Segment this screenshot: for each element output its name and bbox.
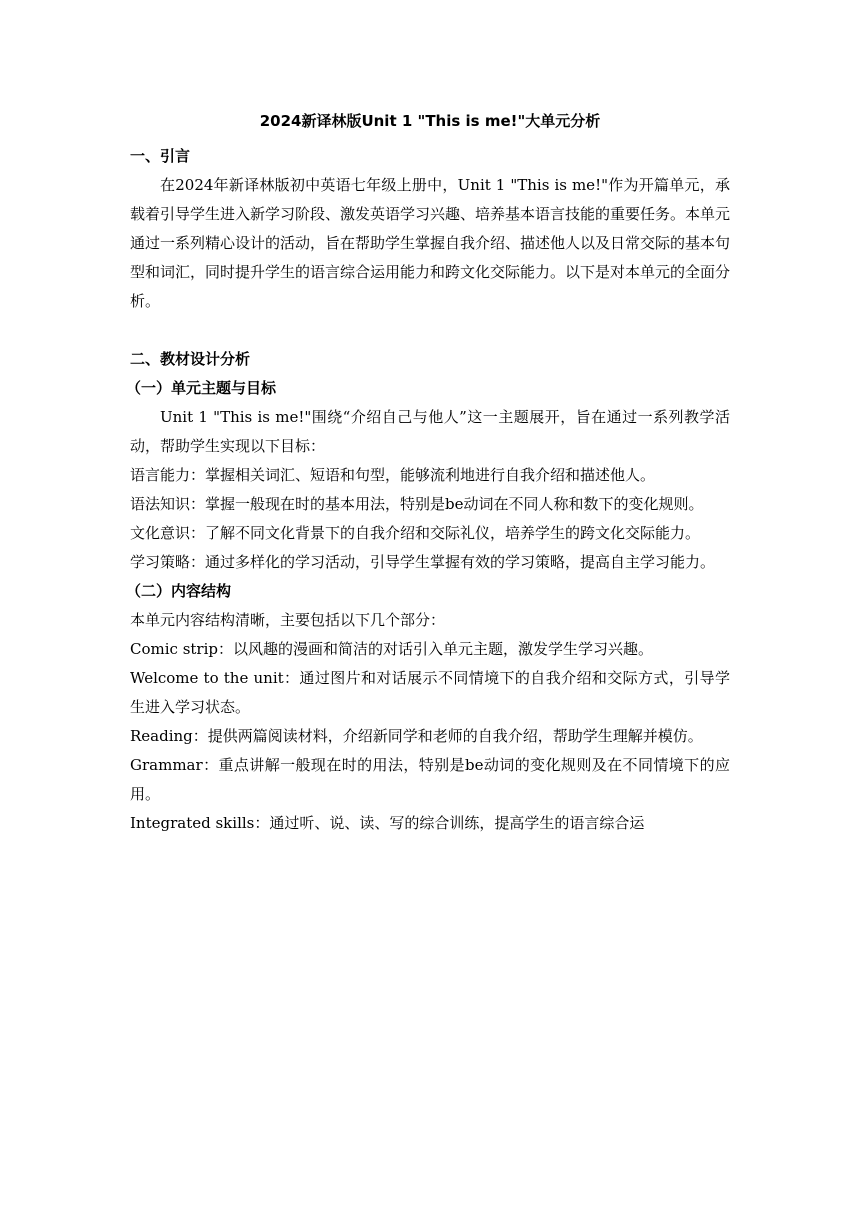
structure-intro: 本单元内容结构清晰，主要包括以下几个部分： bbox=[130, 611, 446, 629]
document-body bbox=[126, 142, 731, 838]
structure-item: Comic strip：以风趣的漫画和简洁的对话引入单元主题，激发学生学习兴趣。 bbox=[130, 640, 653, 658]
subsection-heading-content-structure: （二）内容结构 bbox=[126, 582, 232, 600]
goal-item: 文化意识：了解不同文化背景下的自我介绍和交际礼仪，培养学生的跨文化交际能力。 bbox=[130, 524, 701, 542]
structure-item: Integrated skills：通过听、说、读、写的综合训练，提高学生的语言综合运 bbox=[130, 814, 645, 832]
goal-item: 语言能力：掌握相关词汇、短语和句型，能够流利地进行自我介绍和描述他人。 bbox=[130, 466, 656, 484]
theme-paragraph: Unit 1 "This is me!"围绕“介绍自己与他人”这一主题展开，旨在通过一系列教学活动，帮助学生实现以下目标： bbox=[130, 408, 730, 455]
subsection-heading-theme-goals: （一）单元主题与目标 bbox=[126, 379, 277, 397]
paragraph-spacer bbox=[130, 316, 730, 345]
structure-item: Reading：提供两篇阅读材料，介绍新同学和老师的自我介绍，帮助学生理解并模仿。 bbox=[130, 727, 703, 745]
goal-item: 学习策略：通过多样化的学习活动，引导学生掌握有效的学习策略，提高自主学习能力。 bbox=[130, 553, 716, 571]
document-title: 2024新译林版Unit 1 "This is me!"大单元分析 bbox=[259, 112, 601, 130]
section-heading-introduction: 一、引言 bbox=[130, 147, 191, 165]
structure-item: Grammar：重点讲解一般现在时的用法，特别是be动词的变化规则及在不同情境下的应用。 bbox=[130, 756, 730, 803]
goal-item: 语法知识：掌握一般现在时的基本用法，特别是be动词在不同人称和数下的变化规则。 bbox=[130, 495, 704, 513]
section-heading-textbook-design: 二、教材设计分析 bbox=[130, 350, 251, 368]
structure-item: Welcome to the unit：通过图片和对话展示不同情境下的自我介绍和交际方式，引导学生进入学习状态。 bbox=[130, 669, 730, 716]
intro-paragraph: 在2024年新译林版初中英语七年级上册中，Unit 1 "This is me!"作为开篇单元，承载着引导学生进入新学习阶段、激发英语学习兴趣、培养基本语言技能的重要任务。本单元通过一系列精心设计的活动，旨在帮助学生掌握自我介绍、描述他人以及日常交际的基本句型和词汇，同时提升学生的语言综合运用能力和跨文化交际能力。以下是对本单元的全面分析。 bbox=[130, 176, 731, 310]
